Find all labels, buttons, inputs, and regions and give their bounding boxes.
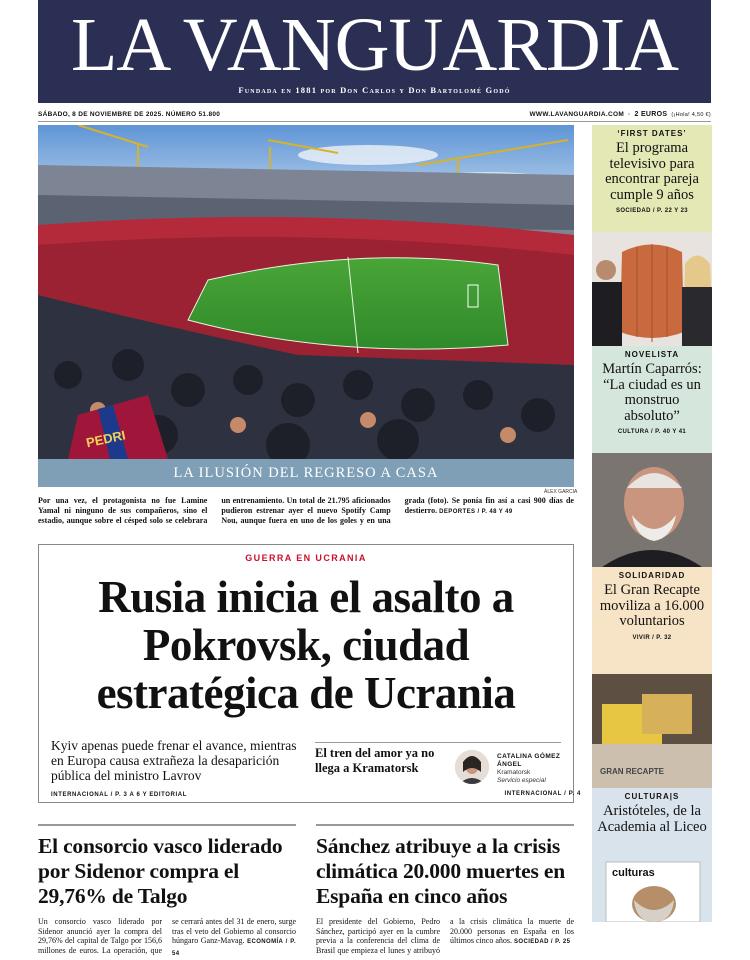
lead-body: Por una vez, el protagonista no fue Lamine Yamal ni ninguno de sus compañeros, sino el estadio, aunque sobre el césped solo se celebrara un entrenamiento. Un total de 21.795 aficionados pudieron estrenar ayer el nuevo Spotify Camp Nou, aunque fuera en uno de los goles y en una grada (foto). Se ponía fin así a casi 900 días de destierro. xyxy=(38,496,574,525)
sidebar-kicker: CULTURA|S xyxy=(624,792,680,801)
price-note: (¡Hola! 4,50 €) xyxy=(671,111,711,118)
price: 2 EUROS xyxy=(634,111,668,118)
story-text: Un consorcio vasco liderado por Sidenor anunció ayer la compra del 29,76% del capital de Talgo por 156,6 millones de euros. La operación, que se cerrará antes del 31 de enero, surge tras el veto del Gobierno al consorcio húngaro Ganz-Mavag. xyxy=(38,917,296,955)
author-place: Kramatorsk xyxy=(497,769,531,776)
jersey-text: PEDRI xyxy=(84,427,127,451)
culturas-title: culturas xyxy=(612,867,655,879)
sidebar-ref[interactable]: SOCIEDAD / P. 22 Y 23 xyxy=(615,208,689,214)
food-donation-photo[interactable] xyxy=(592,674,712,788)
website-link[interactable]: WWW.LAVANGUARDIA.COM xyxy=(529,111,625,118)
first-dates-photo[interactable] xyxy=(592,232,712,346)
box-text: GRAN RECAPTE xyxy=(600,767,665,776)
main-headline[interactable]: Rusia inicia el asalto a Pokrovsk, ciudad estratégica de Ucrania xyxy=(96,572,516,718)
lead-ref[interactable]: DEPORTES / P. 48 Y 49 xyxy=(439,509,513,515)
story-headline[interactable]: El consorcio vasco liderado por Sidenor compra el 29,76% de Talgo xyxy=(38,834,283,908)
author-avatar xyxy=(455,750,489,784)
story-kicker: GUERRA EN UCRANIA xyxy=(245,553,367,563)
sidebar-item-caparros[interactable] xyxy=(592,346,712,453)
sidebar-item-aristoteles[interactable] xyxy=(592,788,712,860)
photo-caption: LA ILUSIÓN DEL REGRESO A CASA xyxy=(38,459,574,487)
main-subhead xyxy=(51,738,303,803)
author-byline xyxy=(497,753,567,785)
author-role: Servicio especial xyxy=(497,777,546,784)
stadium-photo[interactable] xyxy=(38,125,574,459)
story-body xyxy=(38,917,296,959)
sidebar-item-gran-recapte[interactable] xyxy=(592,567,712,674)
subhead-ref[interactable]: INTERNACIONAL / P. 3 A 6 Y EDITORIAL xyxy=(51,792,187,798)
masthead xyxy=(38,0,711,103)
sidebar-ref[interactable]: CULTURA / P. 40 Y 41 xyxy=(617,429,687,435)
story-ref[interactable]: SOCIEDAD / P. 25 xyxy=(514,939,571,945)
author-name: CATALINA GÓMEZ ÁNGEL xyxy=(497,753,561,768)
subhead-text: Kyiv apenas puede frenar el avance, mientras en Europa causa extrañeza la desaparición pública del ministro Lavrov xyxy=(51,738,297,783)
story-headline[interactable]: Sánchez atribuye a la crisis climática 20.000 muertes en España en cinco años xyxy=(316,834,565,908)
sidebar-kicker: ‘FIRST DATES’ xyxy=(617,129,687,138)
sidebar-item-first-dates[interactable] xyxy=(592,125,712,232)
dateline: SÁBADO, 8 DE NOVIEMBRE DE 2025. NÚMERO 51.800 WWW.LAVANGUARDIA.COM · 2 EUROS (¡Hola! 4,50 €) xyxy=(38,108,711,122)
story-body xyxy=(316,917,574,955)
photo-credit: ÀLEX GARCIA xyxy=(544,489,578,495)
sidebar-title: Martín Caparrós: “La ciudad es un monstruo absoluto” xyxy=(602,361,702,424)
sidebar-title: Aristóteles, de la Academia al Liceo xyxy=(597,803,707,835)
sidebar-ref[interactable]: VIVIR / P. 32 xyxy=(632,634,672,641)
sidebar-kicker: SOLIDARIDAD xyxy=(618,571,686,580)
caparros-portrait[interactable] xyxy=(592,453,712,567)
story-talgo[interactable] xyxy=(38,824,296,959)
founded-line: Fundada en 1881 por Don Carlos y Don Bartolomé Godó xyxy=(238,85,511,95)
sidebar xyxy=(592,125,712,922)
newspaper-logo[interactable]: LA VANGUARDIA xyxy=(70,3,679,87)
sidebar-title: El Gran Recapte moviliza a 16.000 voluntarios xyxy=(599,582,705,629)
culturas-cover[interactable] xyxy=(592,860,712,922)
divider xyxy=(315,742,561,743)
related-headline: El tren del amor ya no llega a Kramatorsk xyxy=(315,746,435,775)
main-story[interactable] xyxy=(38,544,581,803)
related-ref[interactable]: INTERNACIONAL / P. 4 xyxy=(504,791,581,797)
story-text: El presidente del Gobierno, Pedro Sánchez, participó ayer en la cumbre previa a la conferencia del clima de Brasil que empieza el lunes y atribuyó a la crisis climática la muerte de 20.000 personas en España en los últimos cinco años. xyxy=(316,917,574,955)
issue-date: SÁBADO, 8 DE NOVIEMBRE DE 2025. NÚMERO 51.800 xyxy=(38,111,221,118)
sidebar-title: El programa televisivo para encontrar pareja cumple 9 años xyxy=(605,140,699,203)
sidebar-kicker: NOVELISTA xyxy=(624,350,680,359)
lead-text[interactable] xyxy=(38,496,574,526)
story-ref[interactable]: ECONOMÍA / P. 54 xyxy=(172,939,297,957)
story-sanchez[interactable] xyxy=(316,824,574,955)
